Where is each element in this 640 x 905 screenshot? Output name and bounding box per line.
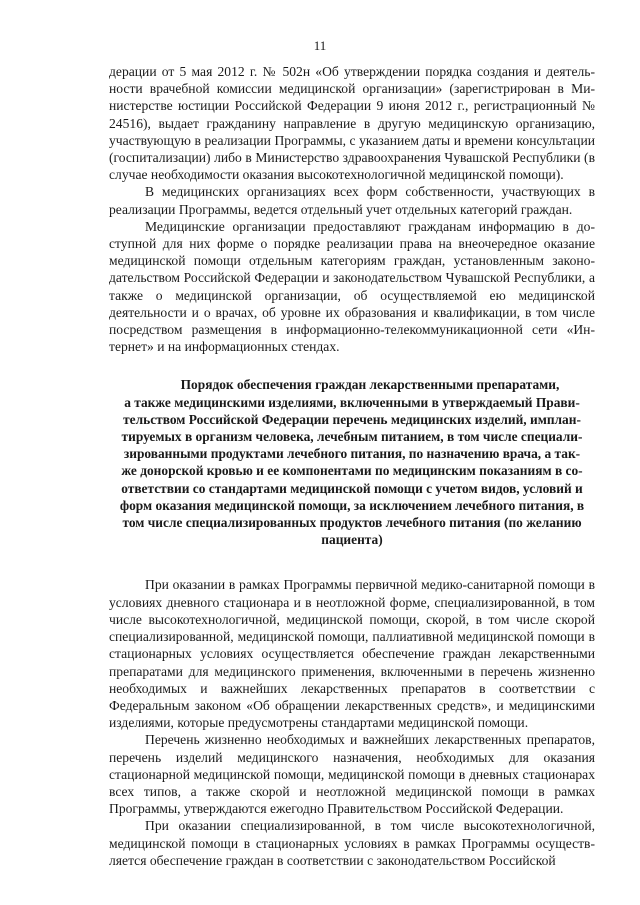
paragraph-information-provision: Медицинские организации предоставляют гражданам информацию в доступной для них форме о порядке реализации права на внеочередное оказание медицинской помощи отдельным категориям граждан, установленным законодательством Российской Федерации и законодательством Чувашской Республики, а также о медицинской организации, об осуществляемой ею медицинской деятельности и о врачах, об уровне их образования и квалификации, в том числе посредством размещения в информационно-телекоммуникационной сети «Интернет» и на информационных стендах. xyxy=(109,218,595,355)
paragraph-essential-drugs-list: Перечень жизненно необходимых и важнейших лекарственных препаратов, перечень изделий медицинского назначения, необходимых для оказания стационарной медицинской помощи, медицинской помощи в дневных стационарах всех типов, а также скорой и неотложной медицинской помощи в рамках Программы, утверждаются ежегодно Правительством Российской Федерации. xyxy=(109,732,595,817)
page-number: 11 xyxy=(313,38,327,53)
paragraph-continuation: дерации от 5 мая 2012 г. № 502н «Об утверждении порядка создания и деятельности врачебной комиссии медицинской организации» (зарегистрирован в Министерстве юстиции Российской Федерации 9 июня 2012 г., регистрационный № 24516), выдает гражданину направление в другую медицинскую организацию, участвующую в реализации Программы, с указанием даты и времени консультации (госпитализации) либо в Министерство здравоохранения Чувашской Республики (в случае необходимости оказания высокотехнологичной медицинской помощи). xyxy=(109,64,595,183)
section-heading-line: ответствии со стандартами медицинской помощи с учетом видов, условий и xyxy=(121,480,583,496)
page-content xyxy=(109,63,595,869)
section-heading-line: пациента) xyxy=(321,532,383,548)
section-heading-line: Порядок обеспечения граждан лекарственными препаратами, xyxy=(180,377,560,393)
section-heading xyxy=(109,376,595,548)
paragraph-separate-accounting: В медицинских организациях всех форм собственности, участвующих в реализации Программы, ведется отдельный учет отдельных категорий граждан. xyxy=(109,184,595,217)
paragraph-specialized-care: При оказании специализированной, в том числе высокотехнологичной, медицинской помощи в стационарных условиях в рамках Программы осуществляется обеспечение граждан в соответствии с законодательством Российской xyxy=(109,818,595,868)
section-heading-line: форм оказания медицинской помощи, за исключением лечебного питания, в xyxy=(119,497,585,513)
section-heading-line: том числе специализированных продуктов лечебного питания (по желанию xyxy=(122,515,582,531)
section-heading-line: а также медицинскими изделиями, включенными в утверждаемый Прави- xyxy=(124,394,580,410)
section-heading-line: тельством Российской Федерации перечень медицинских изделий, имплан- xyxy=(123,411,581,427)
section-heading-line: тируемых в организм человека, лечебным питанием, в том числе специали- xyxy=(121,429,583,445)
paragraph-primary-care-provision: При оказании в рамках Программы первичной медико-санитарной помощи в условиях дневного стационара и в неотложной форме, специализированной, в том числе высокотехнологичной, медицинской помощи, скорой, в том числе скорой специализированной, медицинской помощи, паллиативной медицинской помощи в стационарных условиях осуществляется обеспечение граждан лекарственными препаратами для медицинского применения, включенными в перечень жизненно необходимых и важнейших лекарственных препаратов в соответствии с Федеральным законом «Об обращении лекарственных средств», и медицинскими изделиями, которые предусмотрены стандартами медицинской помощи. xyxy=(109,577,595,731)
section-heading-line: же донорской кровью и ее компонентами по медицинским показаниям в со- xyxy=(121,463,583,479)
section-heading-line: зированными продуктами лечебного питания, по назначению врача, а так- xyxy=(123,446,581,462)
